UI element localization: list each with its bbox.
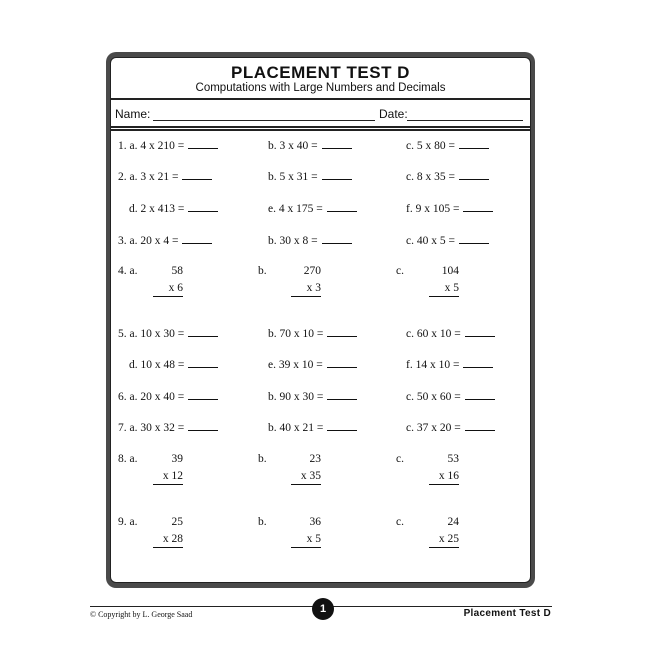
problem-text: 2. a. 3 x 21 = (118, 171, 179, 183)
problem-text: c. 8 x 35 = (406, 171, 455, 183)
answer-blank[interactable] (327, 326, 357, 337)
problem (129, 357, 218, 371)
date-label: Date: (379, 107, 408, 121)
answer-rule[interactable] (291, 547, 321, 548)
problem-label: b. (258, 453, 267, 465)
problem (118, 389, 218, 403)
page-number: 1 (312, 598, 334, 620)
problem-text: 5. a. 10 x 30 = (118, 328, 185, 340)
multiplicand: 36 (309, 516, 321, 528)
problem (268, 233, 352, 247)
problem-label: b. (258, 265, 267, 277)
multiplicand: 39 (171, 453, 183, 465)
problem-text: d. 2 x 413 = (129, 203, 185, 215)
worksheet (110, 57, 531, 583)
answer-rule[interactable] (291, 484, 321, 485)
answer-rule[interactable] (153, 547, 183, 548)
answer-blank[interactable] (188, 138, 218, 149)
problem-label: c. (396, 265, 404, 277)
problem (118, 326, 218, 340)
multiplier: x 3 (306, 282, 321, 294)
problem-text: b. 70 x 10 = (268, 328, 324, 340)
problem (268, 326, 357, 340)
multiplicand: 104 (441, 265, 459, 277)
answer-blank[interactable] (459, 138, 489, 149)
problem (118, 233, 212, 247)
problem-text: c. 37 x 20 = (406, 422, 461, 434)
answer-blank[interactable] (182, 169, 212, 180)
multiplicand: 24 (447, 516, 459, 528)
multiplicand: 270 (303, 265, 321, 277)
answer-rule[interactable] (429, 296, 459, 297)
answer-blank[interactable] (182, 233, 212, 244)
answer-rule[interactable] (153, 484, 183, 485)
answer-blank[interactable] (188, 326, 218, 337)
answer-rule[interactable] (291, 296, 321, 297)
problem (406, 233, 489, 247)
name-label: Name: (115, 107, 151, 121)
answer-blank[interactable] (463, 201, 493, 212)
problem-text: 7. a. 30 x 32 = (118, 422, 185, 434)
answer-blank[interactable] (327, 201, 357, 212)
problem-label: b. (258, 516, 267, 528)
date-line[interactable] (407, 120, 523, 121)
answer-blank[interactable] (327, 420, 357, 431)
answer-blank[interactable] (465, 420, 495, 431)
answer-blank[interactable] (188, 389, 218, 400)
multiplier: x 25 (438, 533, 459, 545)
problem-text: b. 5 x 31 = (268, 171, 318, 183)
answer-blank[interactable] (322, 233, 352, 244)
problem (268, 420, 357, 434)
problem (406, 420, 495, 434)
answer-rule[interactable] (153, 296, 183, 297)
problem (406, 169, 489, 183)
multiplier: x 35 (300, 470, 321, 482)
problem (406, 138, 489, 152)
answer-blank[interactable] (463, 357, 493, 368)
problem (406, 326, 495, 340)
multiplier: x 12 (162, 470, 183, 482)
problem-text: c. 40 x 5 = (406, 235, 455, 247)
answer-blank[interactable] (322, 169, 352, 180)
problem-text: c. 5 x 80 = (406, 140, 455, 152)
problem (129, 201, 218, 215)
answer-rule[interactable] (429, 484, 459, 485)
multiplicand: 25 (171, 516, 183, 528)
problem-text: 1. a. 4 x 210 = (118, 140, 185, 152)
answer-blank[interactable] (459, 169, 489, 180)
copyright-text: © Copyright by L. George Saad (90, 610, 193, 619)
worksheet-header (111, 58, 530, 100)
multiplicand: 58 (171, 265, 183, 277)
problem-text: f. 14 x 10 = (406, 359, 460, 371)
problem (268, 389, 357, 403)
problem (268, 138, 352, 152)
answer-blank[interactable] (188, 201, 218, 212)
problem-text: 6. a. 20 x 40 = (118, 391, 185, 403)
name-date-row (111, 100, 530, 128)
answer-blank[interactable] (188, 420, 218, 431)
multiplicand: 53 (447, 453, 459, 465)
answer-blank[interactable] (459, 233, 489, 244)
problem-text: b. 30 x 8 = (268, 235, 318, 247)
problem (118, 169, 212, 183)
problem-text: c. 50 x 60 = (406, 391, 461, 403)
problem-label: 4. a. (118, 265, 138, 277)
problem-label: 8. a. (118, 453, 138, 465)
problem (268, 357, 357, 371)
multiplier: x 6 (168, 282, 183, 294)
problem (118, 138, 218, 152)
problem-text: e. 4 x 175 = (268, 203, 323, 215)
problem-text: b. 3 x 40 = (268, 140, 318, 152)
problem-text: c. 60 x 10 = (406, 328, 461, 340)
multiplicand: 23 (309, 453, 321, 465)
answer-blank[interactable] (465, 326, 495, 337)
answer-blank[interactable] (327, 389, 357, 400)
page-title: PLACEMENT TEST D (231, 63, 410, 82)
answer-blank[interactable] (188, 357, 218, 368)
problem-text: f. 9 x 105 = (406, 203, 460, 215)
problem (406, 357, 493, 371)
problem (268, 201, 357, 215)
multiplier: x 5 (306, 533, 321, 545)
multiplier: x 16 (438, 470, 459, 482)
problem-label: c. (396, 516, 404, 528)
page-subtitle: Computations with Large Numbers and Decimals (195, 82, 446, 94)
problem (268, 169, 352, 183)
problem-label: c. (396, 453, 404, 465)
problem-text: d. 10 x 48 = (129, 359, 185, 371)
answer-blank[interactable] (327, 357, 357, 368)
problem-text: b. 40 x 21 = (268, 422, 324, 434)
problem (406, 389, 495, 403)
problem-text: b. 90 x 30 = (268, 391, 324, 403)
answer-blank[interactable] (322, 138, 352, 149)
problem (118, 420, 218, 434)
footer-title: Placement Test D (463, 608, 551, 619)
multiplier: x 5 (444, 282, 459, 294)
problem-label: 9. a. (118, 516, 138, 528)
multiplier: x 28 (162, 533, 183, 545)
divider (111, 129, 530, 131)
answer-rule[interactable] (429, 547, 459, 548)
problem (406, 201, 493, 215)
name-line[interactable] (153, 120, 375, 121)
problem-text: 3. a. 20 x 4 = (118, 235, 179, 247)
answer-blank[interactable] (465, 389, 495, 400)
problem-text: e. 39 x 10 = (268, 359, 323, 371)
